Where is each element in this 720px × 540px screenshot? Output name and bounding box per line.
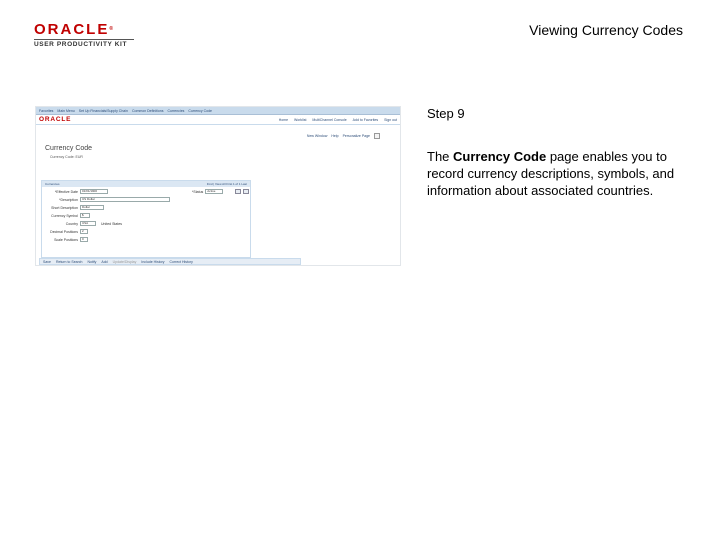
- header-bar: [36, 115, 400, 125]
- breadcrumb: [36, 107, 400, 115]
- oracle-wordmark: ORACLE®: [34, 21, 114, 38]
- description-suffix: page enables you to record currency descriptions, symbols, and information about associated countries.: [427, 149, 675, 198]
- currency-symbol-row: [42, 213, 90, 218]
- breadcrumb-item[interactable]: Common Definitions: [131, 108, 164, 113]
- description-label: *Description: [59, 197, 78, 202]
- effective-date-row: [42, 189, 108, 194]
- country-row: [42, 221, 122, 226]
- sign-out-link[interactable]: Sign out: [384, 117, 397, 122]
- scale-positions-row: [42, 237, 88, 242]
- effective-date-label: *Effective Date: [54, 189, 78, 194]
- status-label: *Status: [192, 189, 204, 194]
- page-options-icon[interactable]: [374, 133, 380, 139]
- add-button[interactable]: Add: [101, 259, 108, 264]
- status-select[interactable]: Active: [205, 189, 223, 194]
- row-buttons: [235, 189, 249, 194]
- worklist-link[interactable]: Worklist: [294, 117, 307, 122]
- short-description-input[interactable]: Dollar: [80, 205, 104, 210]
- country-name: United States: [101, 221, 123, 226]
- multichannel-link[interactable]: MultiChannel Console: [312, 117, 347, 122]
- personalize-link[interactable]: Personalize Page: [342, 134, 370, 138]
- description-row: [42, 197, 170, 202]
- breadcrumb-item[interactable]: Favorites: [39, 108, 54, 113]
- screenshot-page-title: Currency Code: [45, 145, 93, 152]
- breadcrumb-item[interactable]: Main Menu: [57, 108, 75, 113]
- new-window-link[interactable]: New Window: [306, 134, 328, 138]
- status-row: [192, 189, 223, 194]
- page-title: Viewing Currency Codes: [529, 22, 683, 38]
- page-toolbar: [36, 131, 400, 141]
- mini-oracle-logo: ORACLE: [39, 116, 72, 123]
- description-input[interactable]: US Dollar: [80, 197, 170, 202]
- breadcrumb-item[interactable]: Currency Code: [188, 108, 212, 113]
- save-button[interactable]: Save: [43, 259, 51, 264]
- currency-symbol-label: Currency Symbol: [51, 213, 78, 218]
- return-to-search-button[interactable]: Return to Search: [55, 259, 83, 264]
- update-display-button[interactable]: Update/Display: [112, 259, 137, 264]
- help-link[interactable]: Help: [331, 134, 339, 138]
- registered-mark: ®: [109, 26, 114, 32]
- breadcrumb-item[interactable]: Currencies: [167, 108, 185, 113]
- short-description-row: [42, 205, 104, 210]
- country-input[interactable]: USA: [80, 221, 96, 226]
- currency-code-label: Currency Code: EUR: [50, 155, 83, 159]
- notify-button[interactable]: Notify: [87, 259, 97, 264]
- effective-date-input[interactable]: 01/01/1900: [80, 189, 108, 194]
- currency-symbol-input[interactable]: $: [80, 213, 90, 218]
- oracle-upk-logo: [34, 22, 134, 48]
- home-link[interactable]: Home: [278, 117, 289, 122]
- decimal-positions-input[interactable]: 2: [80, 229, 88, 234]
- breadcrumb-item[interactable]: Set Up Financials/Supply Chain: [78, 108, 128, 113]
- delete-row-icon[interactable]: [243, 189, 249, 194]
- scale-positions-label: Scale Positions: [54, 237, 78, 242]
- correct-history-button[interactable]: Correct History: [169, 259, 193, 264]
- grid-caption: Currencies: [45, 182, 60, 186]
- currency-code-screenshot: [35, 106, 401, 266]
- decimal-positions-label: Decimal Positions: [50, 229, 78, 234]
- scale-positions-input[interactable]: 0: [80, 237, 88, 242]
- logo-subtitle: USER PRODUCTIVITY KIT: [34, 39, 134, 48]
- country-label: Country: [65, 221, 78, 226]
- include-history-button[interactable]: Include History: [141, 259, 165, 264]
- grid-navigation[interactable]: Find | View All First 1 of 1 Last: [206, 182, 247, 186]
- description-prefix: The: [427, 149, 454, 164]
- currency-grid: [41, 180, 251, 258]
- add-favorites-link[interactable]: Add to Favorites: [352, 117, 379, 122]
- decimal-positions-row: [42, 229, 88, 234]
- grid-header: [42, 181, 250, 187]
- step-label: Step 9: [427, 106, 465, 121]
- header-links: [279, 118, 397, 122]
- step-description: [427, 148, 685, 199]
- action-bar: [39, 258, 301, 265]
- description-bold-term: Currency Code: [453, 149, 547, 164]
- add-row-icon[interactable]: [235, 189, 241, 194]
- short-description-label: Short Description: [51, 205, 78, 210]
